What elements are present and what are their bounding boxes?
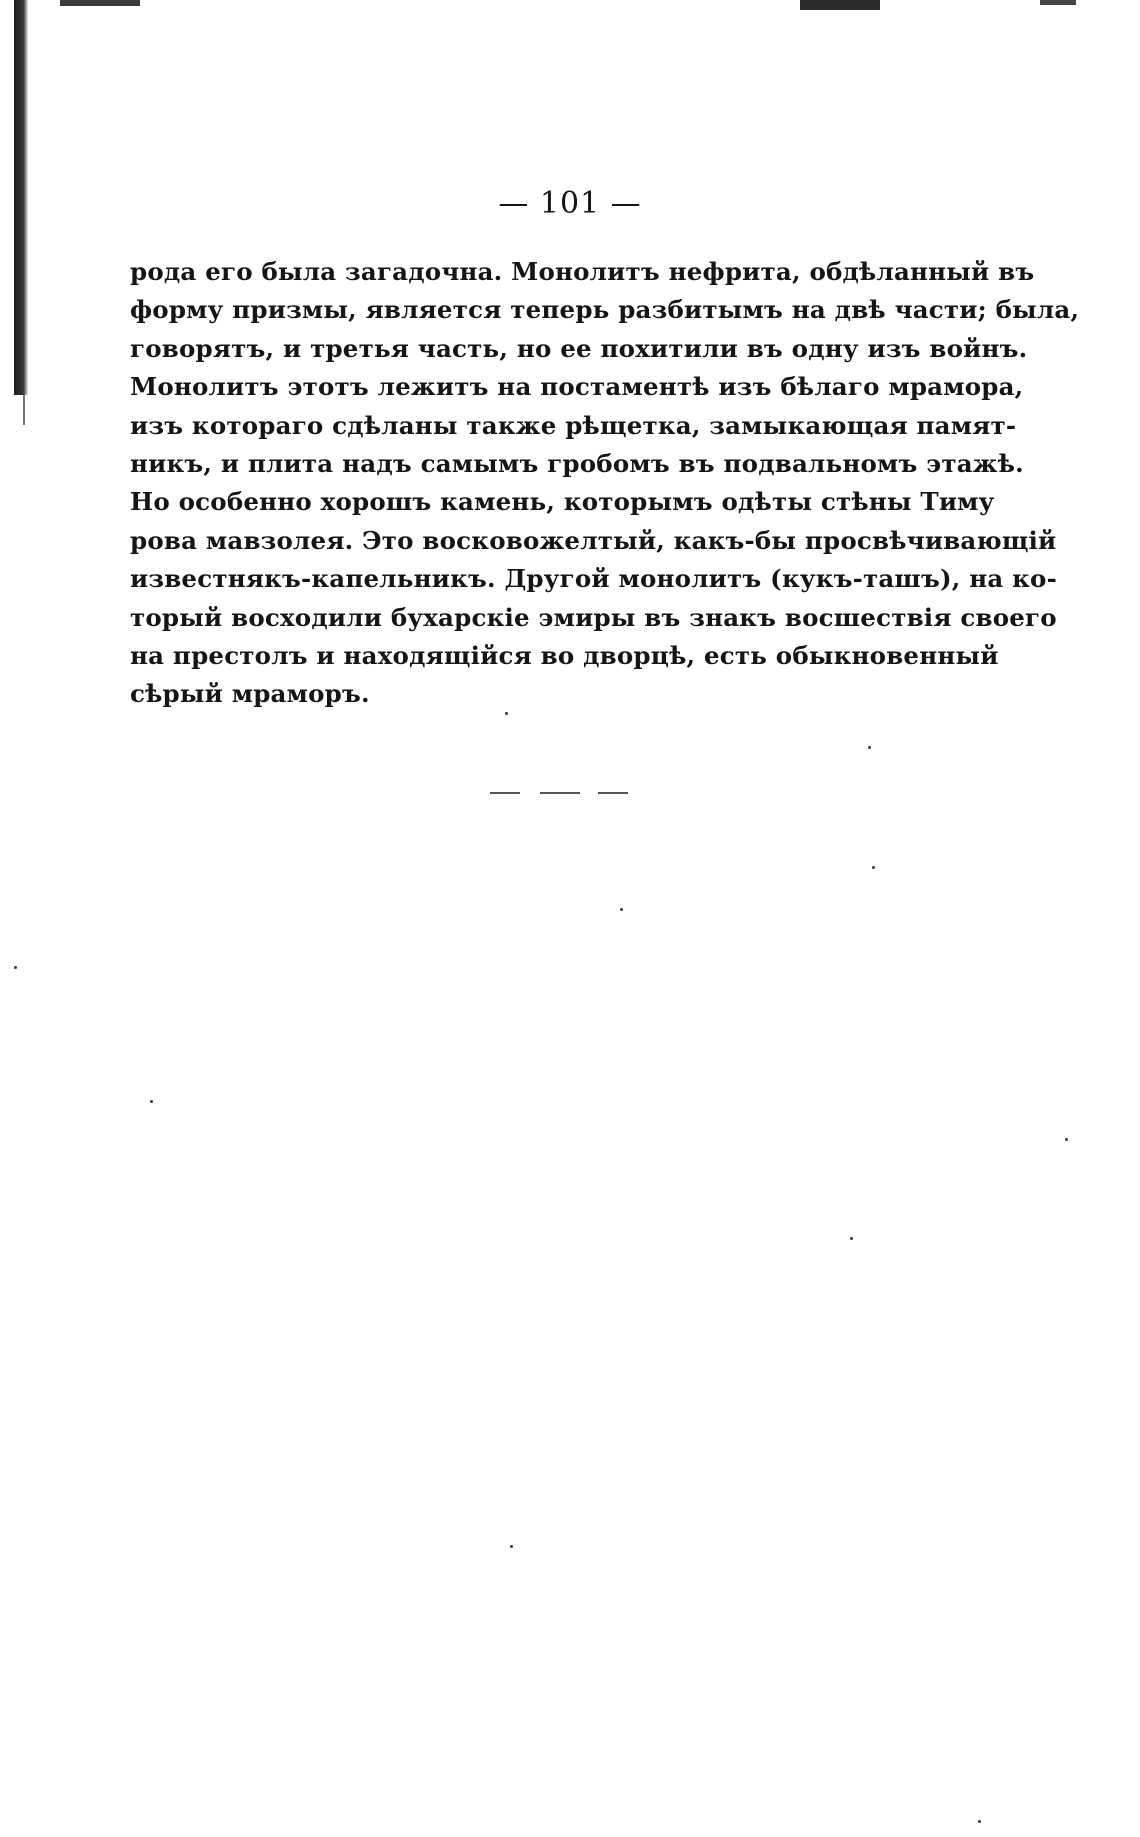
text-line: сѣрый мраморъ. xyxy=(130,679,370,709)
scan-speck xyxy=(868,746,871,749)
page-number: — 101 — xyxy=(498,186,642,221)
scan-speck xyxy=(978,1820,981,1823)
separator-dash xyxy=(490,792,520,794)
scan-mark-top-center xyxy=(800,0,880,10)
separator-dash xyxy=(598,792,628,794)
text-line: торый восходили бухарскіе эмиры въ знакъ восшествія своего xyxy=(130,602,1057,632)
scan-mark-top-right xyxy=(1040,0,1076,5)
text-line: Но особенно хорошъ камень, которымъ одѣты стѣны Тиму xyxy=(130,487,995,517)
scan-speck xyxy=(850,1237,853,1240)
body-paragraph xyxy=(130,253,1080,714)
text-line: никъ, и плита надъ самымъ гробомъ въ подвальномъ этажѣ. xyxy=(130,448,1024,478)
scan-mark-top-left xyxy=(60,0,140,6)
text-line: известнякъ-капельникъ. Другой монолитъ (кукъ-ташъ), на ко- xyxy=(130,564,1057,594)
text-line: рова мавзолея. Это восковожелтый, какъ-бы просвѣчивающій xyxy=(130,525,1057,555)
text-line: изъ котораго сдѣланы также рѣщетка, замыкающая памят- xyxy=(130,410,1017,440)
binding-shadow-edge xyxy=(23,395,25,425)
scan-speck xyxy=(1065,1138,1068,1141)
scan-speck xyxy=(150,1100,153,1103)
scan-speck xyxy=(872,866,875,869)
scan-speck xyxy=(510,1545,513,1548)
text-line: говорятъ, и третья часть, но ее похитили въ одну изъ войнъ. xyxy=(130,333,1028,363)
text-line: на престолъ и находящійся во дворцѣ, есть обыкновенный xyxy=(130,640,999,670)
text-line: форму призмы, является теперь разбитымъ на двѣ части; была, xyxy=(130,295,1080,325)
text-line: рода его была загадочна. Монолитъ нефрита, обдѣланный въ xyxy=(130,257,1035,286)
separator-dash xyxy=(540,792,580,794)
scan-speck xyxy=(14,966,17,969)
text-line: Монолитъ этотъ лежитъ на постаментѣ изъ бѣлаго мрамора, xyxy=(130,372,1024,402)
scan-speck xyxy=(620,908,623,911)
